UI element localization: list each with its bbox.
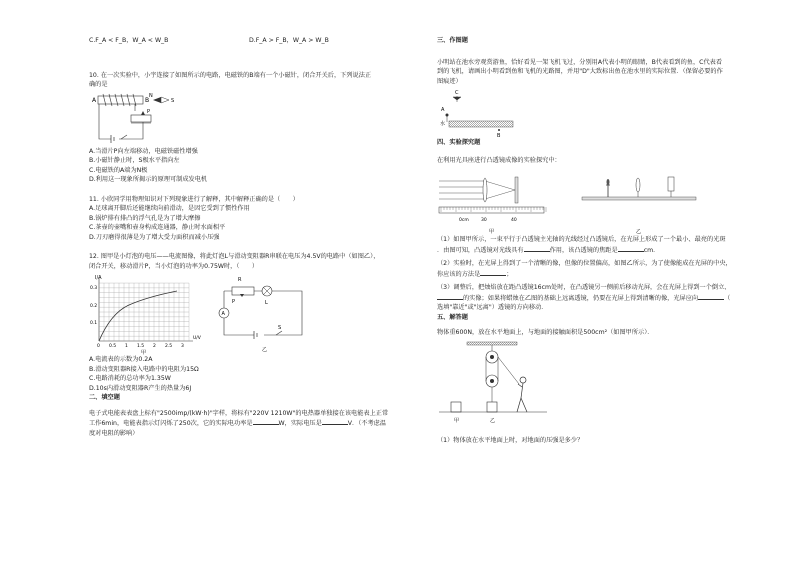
q12-option-c: C.电路消耗的总功率为1.35W [89,375,171,382]
q10-stem-2: 确的是 [89,81,108,88]
q9-option-c: C.F_A < F_B，W_A < W_B [89,37,169,44]
label-b: B [145,96,150,104]
label-s: S [171,97,175,104]
label-jia: 甲 [454,417,460,424]
switch-icon [121,135,127,139]
label-p: P [147,108,151,115]
water-surface [449,121,513,127]
label-p: P [232,299,236,305]
q13-line-2 [89,418,409,429]
q15-p1-text-d: cm． [643,246,660,254]
block-jia [451,402,461,412]
xtick-1.5: 1.5 [137,344,145,349]
ytick-0.2: 0.2 [90,304,98,309]
q15-figure-jia [437,167,552,235]
xtick-0.5: 0.5 [109,344,117,349]
label-a: A [221,311,225,317]
q10-stem: 10. 在一次实验中，小宇连接了如图所示的电路，电磁铁的B端有一个小磁针，闭合开关后，下列说法正 [89,71,372,79]
q15-figure-yi [580,167,700,235]
q15-p3-text-b: 的实像；如果将蜡烛在乙图的基础上远离透镜，仍要在光屏上得到清晰的像，光屏应向 [463,294,699,302]
q10-option-c: C.电磁铁的A端为N极 [89,166,148,174]
circuit-wires [221,291,302,335]
q16-stem: 物体重600N，放在水平地面上，与地面的接触面积是500cm²（如图甲所示）． [437,329,654,336]
right-column [437,36,767,445]
q16-sub-1: （1）物体放在水平地面上时，对地面的压强是多少？ [437,436,584,444]
q15-p1-line-1: （1）如图甲所示，一束平行于凸透镜主光轴的光线经过凸透镜后，在光屏上形成了一个最小、最亮的光斑 [437,236,726,243]
q13-blank-power[interactable] [253,418,279,425]
rheostat [232,287,254,295]
q12-option-a: A.电流表的示数为0.2A [89,356,153,363]
q10-electromagnet-figure [91,91,201,147]
fig-yi-caption: 乙 [636,229,642,235]
graph-ylabel: I/A [95,275,102,281]
q9-options [89,36,409,46]
candle-icon [606,185,610,197]
screen-icon [668,177,674,191]
xtick-1: 1 [125,344,128,349]
q15-p2-text-b: 你应该的方法是 [437,270,481,278]
q10-option-b: B.小磁针静止时，S极水平指向左 [89,157,180,164]
battery-icon [254,331,257,339]
label-n: N [149,92,153,99]
label-yi: 乙 [490,417,496,424]
ytick-0.1: 0.1 [90,321,98,326]
q13-blank-voltage[interactable] [322,418,348,425]
flame-icon [607,179,610,185]
screen-icon [515,177,518,203]
q15-p3-line-2 [437,293,767,304]
q15-p1-text-c: 作用，该凸透镜的焦距是 [549,246,618,254]
q15-p2-line-2 [437,269,767,280]
q13-text-c: V．（不考虑温 [347,420,387,427]
q15-stem: 在利用光具座进行凸透镜成像的实验探究中： [437,156,561,164]
q15-figures [437,167,767,235]
left-column [89,36,409,438]
label-c: C [455,90,459,96]
q14-figure [439,88,519,138]
label-r: R [238,277,242,283]
section-fill-in: 二、填空题 [89,394,120,401]
q13-line-1: 电子式电能表表盘上标有"2500imp/(kW·h)"字样，将标有"220V 1210W"的电热器单独接在该电能表上正常 [89,409,389,417]
tick-30: 30 [481,218,487,223]
switch-icon [276,331,282,335]
q11-stem: 11. 小欣同学用物理知识对下列现象进行了解释，其中解释正确的是（ ） [89,195,299,203]
slider-arrow-icon [240,294,244,297]
q12-stem-2: 闭合开关，移动滑片P，当小灯泡的功率为0.75W时，（ ） [89,262,259,270]
airplane-icon [453,96,461,102]
graph-xlabel: U/V [193,336,201,341]
xtick-3: 3 [181,344,184,349]
q11-option-d: D.刀刃磨得很薄是为了增大受力面积而减小压强 [89,233,220,241]
q11-option-c: C.茶壶的壶嘴和壶身构成连通器，静止时水面相平 [89,224,226,231]
xtick-2.5: 2.5 [165,344,173,349]
label-water: 水 [440,121,446,127]
q15-p1-text-b: ．由图可知，凸透镜对光线具有 [437,246,524,254]
circuit-caption: 乙 [262,347,268,353]
q13-text-a: 工作6min，电能表指示灯闪烁了250次，它的实际电功率是 [89,420,253,427]
label-l: L [265,300,268,306]
q15-p1-line-2 [437,245,767,256]
section-solution: 五、解答题 [437,313,468,321]
convex-lens-icon [636,178,640,192]
q15-p2-line-1: （2）实验时，在光屏上得到了一个清晰的像，但像的位置偏高，如图乙所示，为了使像能成在光屏的中央， [437,260,732,267]
iu-curve [99,291,177,341]
q15-p3-line-3: 选填"靠近"或"远离"）透镜的方向移动． [437,304,548,311]
tick-0cm: 0cm [459,218,469,223]
graph-caption: 甲 [141,350,147,355]
q12-circuit [214,273,314,355]
q15-p2-text-c: ； [506,270,513,278]
q15-blank-focal[interactable] [618,245,644,252]
person-pulling-icon [517,377,527,412]
q15-blank-image-type[interactable] [437,293,463,300]
tick-40: 40 [511,218,517,223]
xtick-0: 0 [97,344,100,349]
q10-option-d: D.利用这一现象所揭示的原理可制成发电机 [89,176,208,183]
q15-blank-method[interactable] [480,269,506,276]
parallel-rays [439,181,515,199]
q15-blank-direction[interactable] [698,293,724,300]
q14-line-2: 到的飞机，请画出小明看到鱼和飞机的光路图，并用"D"大致标出鱼在池水里的实际位置．（保留必要的作 [437,68,723,75]
label-a: A [441,107,445,113]
q12-stem: 12. 图甲是小灯泡的电压——电流图像，将此灯泡L与滑动变阻器R串联在电压为4.5V的电路中（如图乙）， [89,253,380,260]
xtick-2: 2 [153,344,156,349]
q12-iu-graph [89,273,204,355]
q15-p3-text-c: （ [724,294,731,302]
block-yi [487,402,497,412]
battery-icon [111,135,114,143]
fish-point [498,129,500,131]
q15-p3-line-1: （3）调整后，把烛焰放在距凸透镜16cm处时，在凸透镜另一侧前后移动光屏，会在光屏上得到一个倒立、 [437,284,731,291]
label-b: B [497,133,501,138]
ceiling [467,342,517,345]
q9-option-d: D.F_A > F_B，W_A > W_B [249,37,329,44]
q12-option-b: B.滑动变阻器R接入电路中的电阻为15Ω [89,365,199,373]
rheostat [131,115,151,122]
q11-option-a: A.足球离开脚后还能继续向前滑动，是因它受到了惯性作用 [89,205,250,212]
optical-bench [582,197,696,200]
fig-jia-caption: 甲 [489,229,495,235]
convex-lens-icon [483,178,487,202]
q10-option-a: A.当滑片P向左端移动，电磁铁磁性增强 [89,147,198,155]
slider-arrow-icon [141,111,145,115]
section-drawing: 三、作图题 [437,37,468,44]
q12-figures [89,273,409,355]
compass-needle-icon [153,97,169,103]
q15-blank-effect[interactable] [524,245,550,252]
q16-pulley-figure [437,340,557,436]
q14-line-3: 图痕迹） [437,77,462,85]
section-experiment: 四、实验探究题 [437,139,481,146]
ytick-0.3: 0.3 [90,286,98,291]
q12-option-d: D.10s内滑动变阻器R产生的热量为6J [89,384,192,392]
q14-line-1: 小明站在池水旁观赏游鱼，恰好看见一架飞机飞过，分别用A代表小明的眼睛，B代表看到的鱼，C代表看 [437,58,723,66]
label-s: S [278,325,282,331]
optical-bench-ruler [439,207,544,213]
label-a: A [92,96,97,104]
q13-line-3: 度对电阻的影响） [89,429,139,437]
q13-text-b: W，实际电压是 [278,420,322,427]
q11-option-b: B.锅炉排有排凸的浮气孔是为了增大摩擦 [89,214,201,222]
